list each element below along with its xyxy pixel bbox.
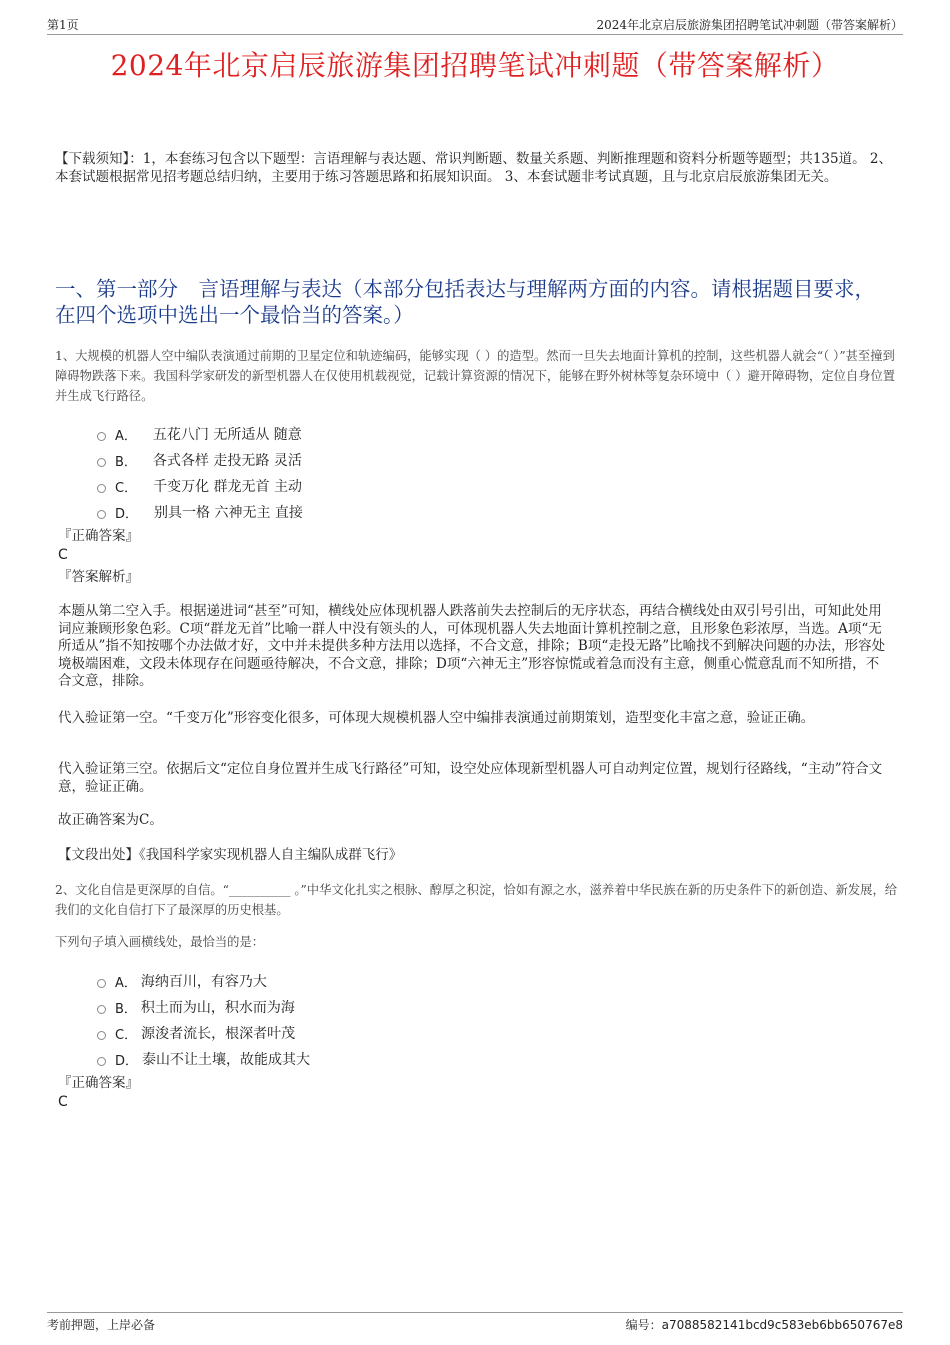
answer-value: C <box>58 1094 68 1110</box>
page-footer <box>47 1312 903 1335</box>
question-1-answer <box>58 527 898 564</box>
option-letter: C． <box>115 1027 138 1043</box>
analysis-paragraph: 故正确答案为C。 <box>58 812 163 828</box>
option-letter: A． <box>115 975 137 991</box>
option-letter: D． <box>115 506 139 522</box>
question-1-options <box>97 421 697 525</box>
option-text: 各式各样 走投无路 灵活 <box>152 453 302 469</box>
analysis-paragraph: 本题从第二空入手。根据递进词“甚至”可知，横线处应体现机器人跌落前失去控制后的无序状态，再结合横线处由双引号引出，可知此处用词应兼顾形象色彩。C项“群龙无首”比喻一群人中没有领头的人，可体现机器人失去地面计算机控制之意，且形象色彩浓厚，当选。A项“无所适从”指不知按哪个办法做才好，文中并未提供多种方法用以选择，不合文意，排除；B项“走投无路”比喻找不到解决问题的办法，形容处境极端困难，文段未体现存在问题亟待解决，不合文意，排除；D项“六神无主”形容惊慌或着急而没有主意，侧重心慌意乱而不知所措，不合文意，排除。 <box>58 603 886 689</box>
radio-icon[interactable] <box>97 432 106 441</box>
analysis-paragraph: 代入验证第一空。“千变万化”形容变化很多，可体现大规模机器人空中编排表演通过前期策划，造型变化丰富之意，验证正确。 <box>58 710 815 726</box>
option-text: 别具一格 六神无主 直接 <box>154 505 303 521</box>
option-text: 五花八门 无所适从 随意 <box>152 427 302 443</box>
answer-label: 『正确答案』 <box>58 528 139 544</box>
document-title: 2024年北京启辰旅游集团招聘笔试冲刺题（带答案解析） <box>110 49 840 82</box>
option-letter: A． <box>115 428 137 444</box>
question-2-answer <box>58 1074 898 1111</box>
radio-icon[interactable] <box>97 1031 106 1040</box>
question-2-options <box>97 968 697 1072</box>
analysis-label: 『答案解析』 <box>58 569 139 585</box>
option-letter: B． <box>115 454 137 470</box>
page-number: 第1页 <box>47 18 79 32</box>
radio-icon[interactable] <box>97 1057 106 1066</box>
question-2-text: 2、文化自信是更深厚的自信。“__________ 。”中华文化扎实之根脉、醇厚之积淀，恰如有源之水，滋养着中华民族在新的历史条件下的新创造、新发展，给我们的文化自信打下了最深厚的历史根基。 <box>55 883 898 917</box>
q1-option-c[interactable] <box>97 473 697 499</box>
option-letter: D． <box>115 1053 139 1069</box>
radio-icon[interactable] <box>97 1005 106 1014</box>
radio-icon[interactable] <box>97 458 106 467</box>
option-text: 积土而为山，积水而为海 <box>140 1000 295 1016</box>
option-text: 源浚者流长，根深者叶茂 <box>141 1026 296 1042</box>
q1-option-d[interactable] <box>97 499 697 525</box>
option-text: 泰山不让土壤，故能成其大 <box>142 1052 311 1068</box>
question-1-text: 1、大规模的机器人空中编队表演通过前期的卫星定位和轨迹编码，能够实现（ ）的造型。然而一旦失去地面计算机的控制，这些机器人就会“（ ）”甚至撞到障碍物跌落下来。我国科学家研发的新型机器人在仅使用机载视觉，记载计算资源的情况下，能够在野外树林等复杂环境中（ ）避开障碍物，定位自身位置并生成飞行路径。 <box>55 349 896 403</box>
radio-icon[interactable] <box>97 979 106 988</box>
option-letter: C． <box>115 480 138 496</box>
answer-label: 『正确答案』 <box>58 1075 139 1091</box>
q2-option-a[interactable] <box>97 968 697 994</box>
q2-option-b[interactable] <box>97 994 697 1020</box>
option-text: 海纳百川，有容乃大 <box>140 974 267 990</box>
q2-option-d[interactable] <box>97 1046 697 1072</box>
source-citation: 【文段出处】《我国科学家实现机器人自主编队成群飞行》 <box>58 847 403 863</box>
footer-slogan: 考前押题，上岸必备 <box>47 1318 156 1332</box>
download-notice: 【下载须知】：1，本套练习包含以下题型：言语理解与表达题、常识判断题、数量关系题、判断推理题和资料分析题等题型；共135道。 2、本套试题根据常见招考题总结归纳，主要用于练习答题思路和拓展知识面。 3、本套试题非考试真题，且与北京启辰旅游集团无关。 <box>55 151 892 185</box>
page-header <box>47 14 903 35</box>
option-text: 千变万化 群龙无首 主动 <box>153 479 302 495</box>
section-heading: 一、第一部分 言语理解与表达（本部分包括表达与理解两方面的内容。请根据题目要求，在四个选项中选出一个最恰当的答案。） <box>55 277 875 327</box>
footer-code <box>626 1316 903 1333</box>
radio-icon[interactable] <box>97 510 106 519</box>
question-2-instruction: 下列句子填入画横线处，最恰当的是： <box>55 935 265 949</box>
q2-option-c[interactable] <box>97 1020 697 1046</box>
radio-icon[interactable] <box>97 484 106 493</box>
q1-option-b[interactable] <box>97 447 697 473</box>
header-doc-title: 2024年北京启辰旅游集团招聘笔试冲刺题（带答案解析） <box>596 18 903 32</box>
q1-option-a[interactable] <box>97 421 697 447</box>
option-letter: B． <box>115 1001 137 1017</box>
code-label: 编号： <box>625 1318 662 1332</box>
code-value: a7088582141bcd9c583eb6bb650767e8 <box>661 1318 903 1332</box>
analysis-paragraph: 代入验证第三空。依据后文“定位自身位置并生成飞行路径”可知，设空处应体现新型机器人可自动判定位置，规划行径路线，“主动”符合文意，验证正确。 <box>58 761 883 795</box>
answer-value: C <box>58 547 68 563</box>
